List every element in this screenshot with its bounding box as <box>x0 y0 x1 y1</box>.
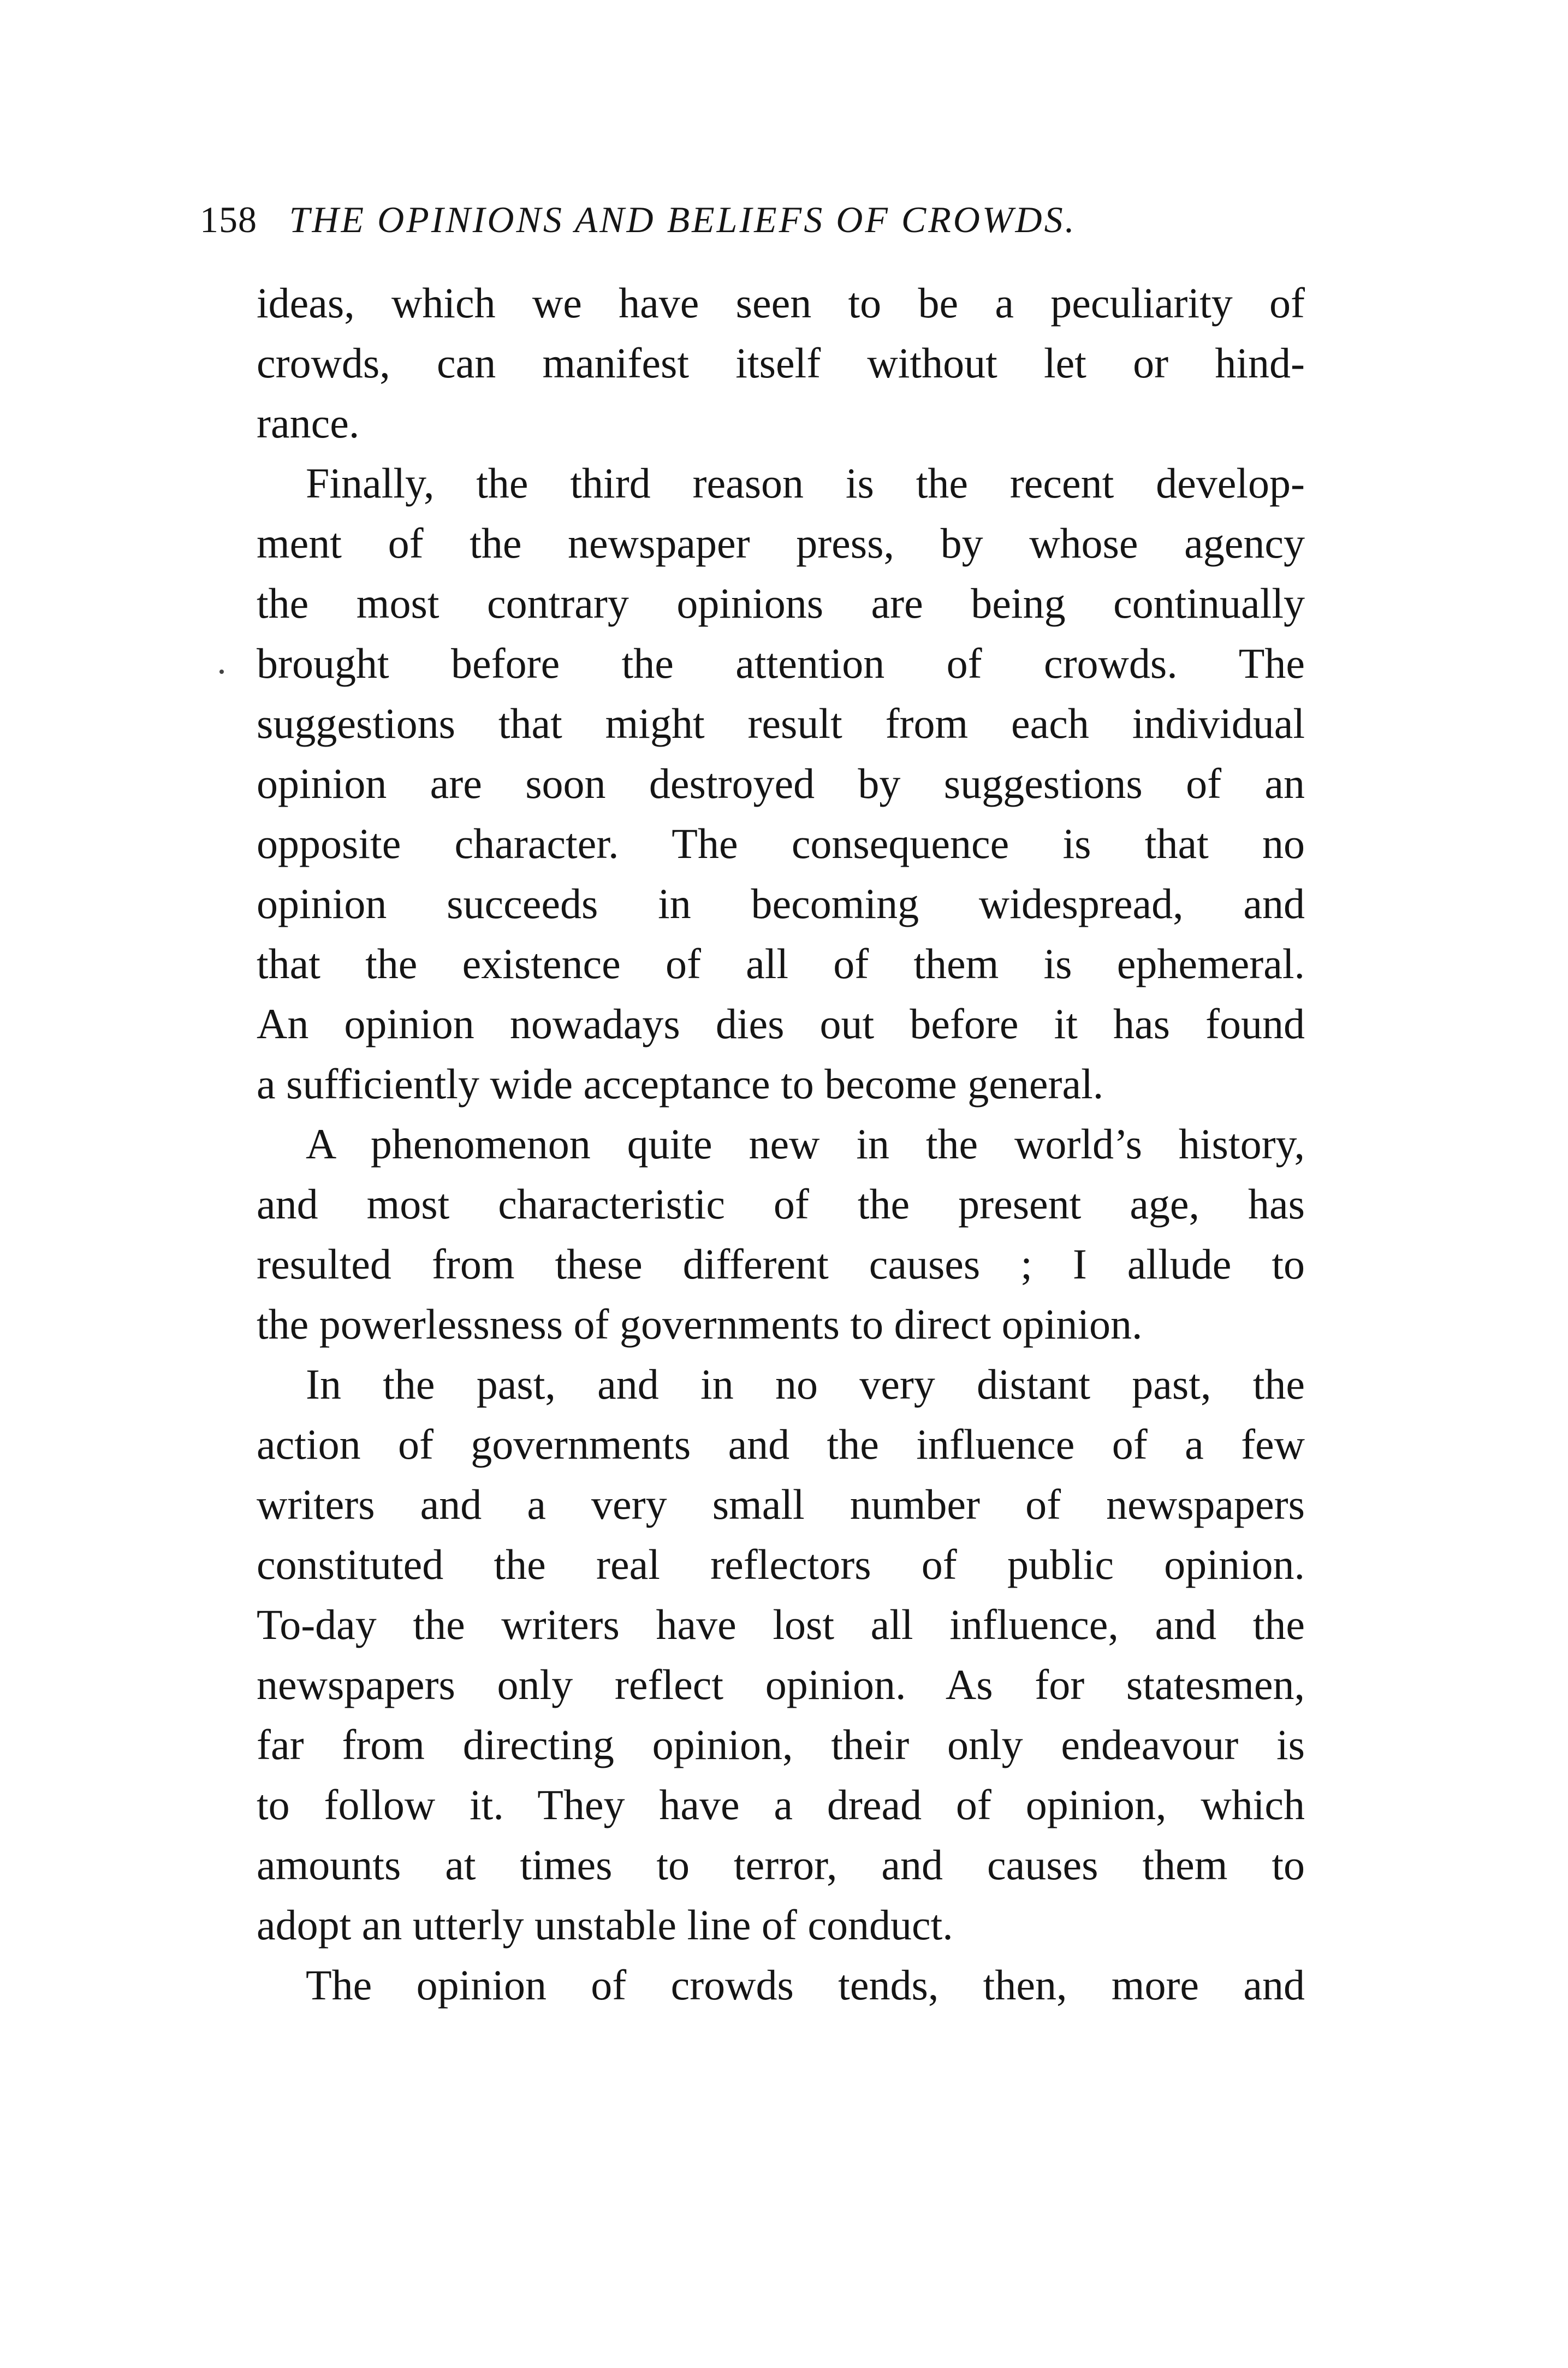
paragraph-start-line: In the past, and in no very distant past, the <box>306 1360 1305 1408</box>
text-line: opinion are soon destroyed by suggestions of an <box>257 760 1305 807</box>
print-speck <box>219 670 224 674</box>
paragraph-start-line: A phenomenon quite new in the world’s history, <box>306 1120 1305 1168</box>
text-line: far from directing opinion, their only endeavour is <box>257 1721 1305 1768</box>
text-line: a sufficiently wide acceptance to become general. <box>257 1060 1104 1108</box>
text-line: the powerlessness of governments to direct opinion. <box>257 1300 1143 1348</box>
text-line: rance. <box>257 399 360 447</box>
text-line: to follow it. They have a dread of opinion, which <box>257 1781 1305 1828</box>
running-title: THE OPINIONS AND BELIEFS OF CROWDS. <box>289 199 1077 240</box>
text-line: resulted from these different causes ; I allude to <box>257 1240 1305 1288</box>
paragraph-start-line: Finally, the third reason is the recent develop- <box>306 459 1305 507</box>
text-line: brought before the attention of crowds. The <box>257 640 1305 687</box>
text-line: opposite character. The consequence is that no <box>257 820 1305 867</box>
text-line: An opinion nowadays dies out before it has found <box>257 1000 1305 1047</box>
text-line: newspapers only reflect opinion. As for statesmen, <box>257 1661 1305 1708</box>
text-line: the most contrary opinions are being continually <box>257 579 1305 627</box>
text-line: crowds, can manifest itself without let or hind- <box>257 339 1305 387</box>
text-line: amounts at times to terror, and causes them to <box>257 1841 1305 1889</box>
page-number: 158 <box>200 199 257 240</box>
paragraph-start-line: The opinion of crowds tends, then, more and <box>306 1961 1305 2009</box>
text-line: ideas, which we have seen to be a peculiarity of <box>257 279 1305 327</box>
text-line: that the existence of all of them is ephemeral. <box>257 940 1305 987</box>
text-line: writers and a very small number of newspapers <box>257 1481 1305 1528</box>
text-line: To-day the writers have lost all influence, and the <box>257 1601 1305 1648</box>
text-line: action of governments and the influence of a few <box>257 1420 1305 1468</box>
text-line: and most characteristic of the present age, has <box>257 1180 1305 1228</box>
text-line: opinion succeeds in becoming widespread, and <box>257 880 1305 927</box>
text-line: adopt an utterly unstable line of conduct. <box>257 1901 953 1949</box>
text-line: constituted the real reflectors of public opinion. <box>257 1541 1305 1588</box>
text-line: ment of the newspaper press, by whose agency <box>257 519 1305 567</box>
text-line: suggestions that might result from each individual <box>257 700 1305 747</box>
running-head <box>200 187 1237 252</box>
body-text <box>257 273 1305 2032</box>
